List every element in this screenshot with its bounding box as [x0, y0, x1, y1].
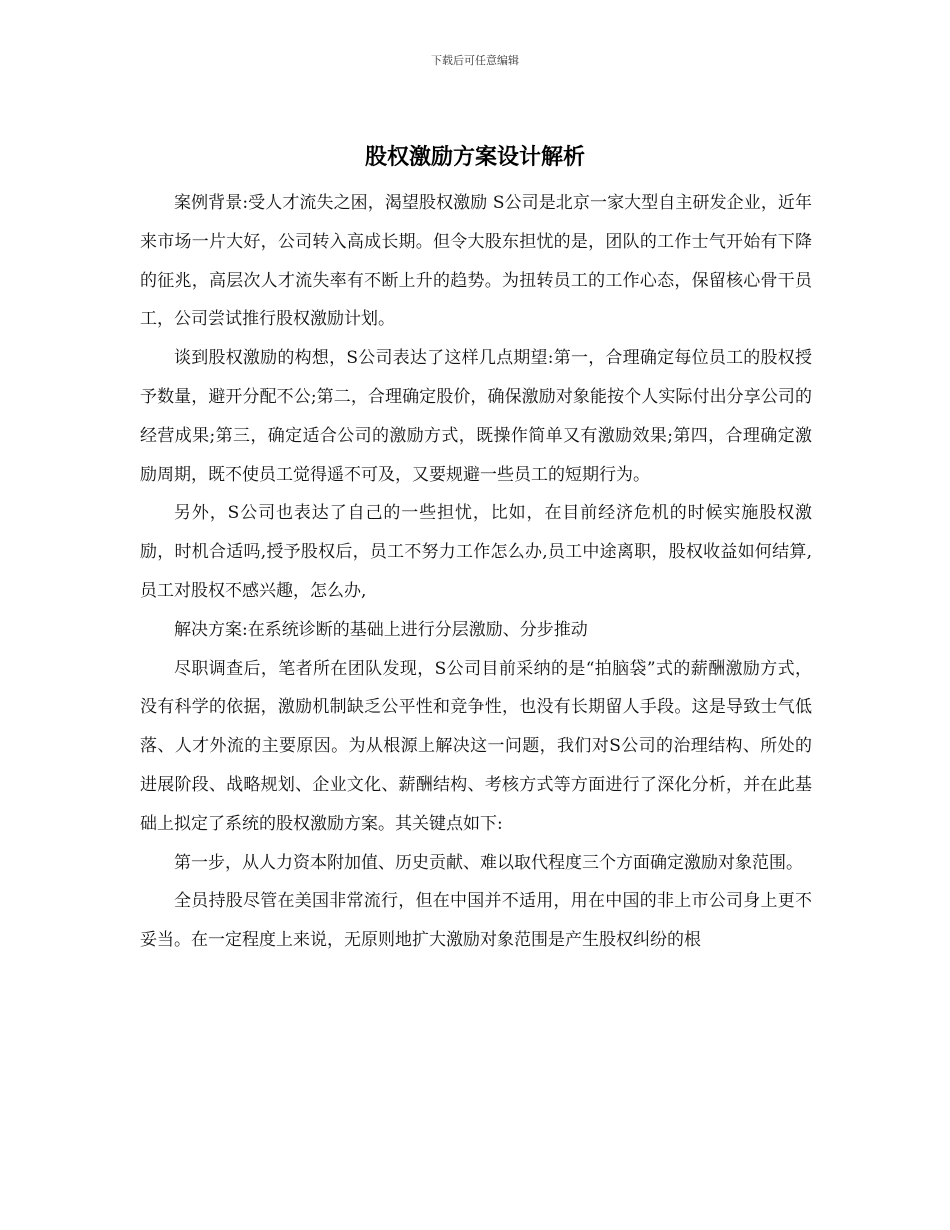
- paragraph-investigation: 尽职调查后，笔者所在团队发现，S公司目前采纳的是“拍脑袋”式的薪酬激励方式，没有科学的依据，激励机制缺乏公平性和竞争性，也没有长期留人手段。这是导致士气低落、人才外流的主要原因。为从根源上解决这一问题，我们对S公司的治理结构、所处的进展阶段、战略规划、企业文化、薪酬结构、考核方式等方面进行了深化分析，并在此基础上拟定了系统的股权激励方案。其关键点如下:: [140, 658, 812, 834]
- paragraph-background: 案例背景:受人才流失之困，渴望股权激励 S公司是北京一家大型自主研发企业，近年来市场一片大好，公司转入高成长期。但令大股东担忧的是，团队的工作士气开始有下降的征兆，高层次人才流失率有不断上升的趋势。为扭转员工的工作心态，保留核心骨干员工，公司尝试推行股权激励计划。: [140, 193, 812, 330]
- paragraph-solution-heading: 解决方案:在系统诊断的基础上进行分层激励、分步推动: [174, 619, 588, 640]
- paragraph-concerns: 另外，S公司也表达了自己的一些担忧，比如，在目前经济危机的时候实施股权激励，时机合适吗,授予股权后，员工不努力工作怎么办,员工中途离职，股权收益如何结算,员工对股权不感兴趣，怎么办,: [140, 503, 812, 601]
- paragraph-employee-ownership: 全员持股尽管在美国非常流行，但在中国并不适用，用在中国的非上市公司身上更不妥当。在一定程度上来说，无原则地扩大激励对象范围是产生股权纠纷的根: [140, 891, 812, 951]
- paragraph-expectations: 谈到股权激励的构想，S公司表达了这样几点期望:第一，合理确定每位员工的股权授予数量，避开分配不公;第二，合理确定股价，确保激励对象能按个人实际付出分享公司的经营成果;第三，确定适合公司的激励方式，既操作简单又有激励效果;第四，合理确定激励周期，既不使员工觉得遥不可及，又要规避一些员工的短期行为。: [140, 348, 812, 485]
- document-title: 股权激励方案设计解析: [364, 144, 585, 170]
- paragraph-step-one: 第一步，从人力资本附加值、历史贡献、难以取代程度三个方面确定激励对象范围。: [174, 852, 803, 873]
- document-body: [140, 184, 812, 960]
- page-header: 下载后可任意编辑: [431, 54, 519, 67]
